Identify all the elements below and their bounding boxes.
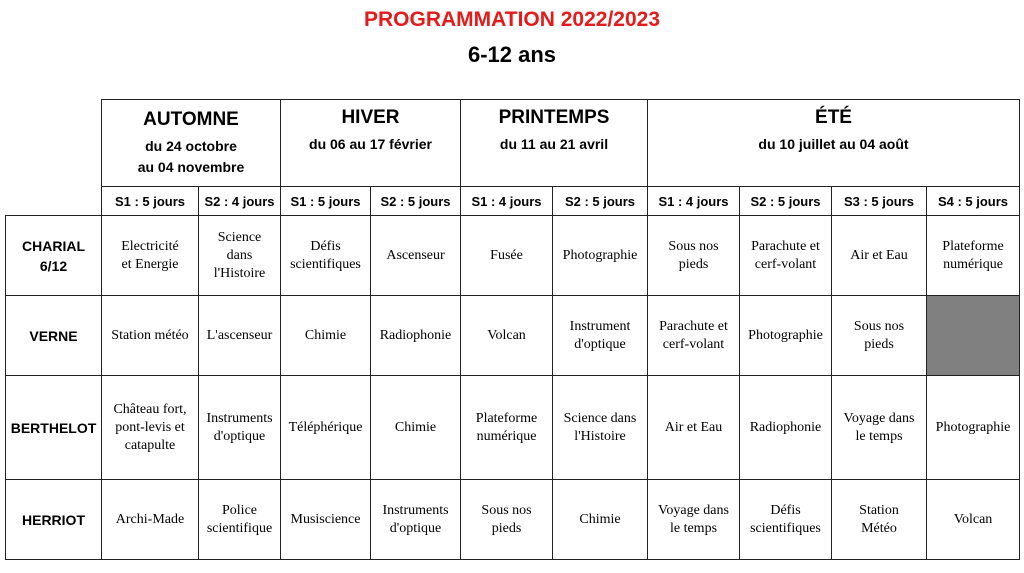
activity-cell: Chimie [281, 296, 371, 376]
session-header: S2 : 5 jours [553, 187, 648, 216]
season-header-summer [648, 100, 1020, 187]
activity-cell: Voyage dans le temps [832, 376, 927, 480]
activity-cell: Air et Eau [832, 216, 927, 296]
activity-cell: Fusée [461, 216, 553, 296]
school-name: CHARIAL 6/12 [6, 216, 102, 296]
session-header: S1 : 5 jours [102, 187, 199, 216]
activity-cell: Science dans l'Histoire [553, 376, 648, 480]
activity-cell: Volcan [461, 296, 553, 376]
season-name: PRINTEMPS [498, 107, 610, 128]
activity-cell: Station météo [102, 296, 199, 376]
activity-cell: Voyage dans le temps [648, 480, 740, 560]
activity-cell: Radiophonie [371, 296, 461, 376]
session-header: S1 : 5 jours [281, 187, 371, 216]
session-header: S3 : 5 jours [832, 187, 927, 216]
school-name: BERTHELOT [6, 376, 102, 480]
activity-cell: Radiophonie [740, 376, 832, 480]
activity-cell: Sous nos pieds [648, 216, 740, 296]
season-dates: du 24 octobre au 04 novembre [137, 138, 245, 175]
activity-cell: Station Météo [832, 480, 927, 560]
activity-cell: Château fort, pont-levis et catapulte [102, 376, 199, 480]
activity-cell: Chimie [371, 376, 461, 480]
season-header-winter [281, 100, 461, 187]
empty-cell [927, 296, 1020, 376]
season-header-row [6, 100, 1020, 187]
activity-cell: Défis scientifiques [281, 216, 371, 296]
program-table [5, 99, 1020, 560]
activity-cell: Ascenseur [371, 216, 461, 296]
season-header-spring [461, 100, 648, 187]
session-header: S1 : 4 jours [648, 187, 740, 216]
activity-cell: Parachute et cerf-volant [740, 216, 832, 296]
activity-cell: Plateforme numérique [461, 376, 553, 480]
season-dates: du 06 au 17 février [309, 136, 432, 152]
school-row-verne [6, 296, 1020, 376]
activity-cell: Photographie [927, 376, 1020, 480]
school-name: HERRIOT [6, 480, 102, 560]
session-header: S2 : 5 jours [740, 187, 832, 216]
season-header-autumn [102, 100, 281, 187]
activity-cell: Air et Eau [648, 376, 740, 480]
activity-cell: Téléphérique [281, 376, 371, 480]
activity-cell: Sous nos pieds [461, 480, 553, 560]
season-name: HIVER [341, 107, 400, 128]
season-dates: du 10 juillet au 04 août [758, 136, 909, 152]
activity-cell: Musiscience [281, 480, 371, 560]
page-title: PROGRAMMATION 2022/2023 [363, 8, 661, 31]
season-name: ÉTÉ [815, 107, 852, 128]
activity-cell: Volcan [927, 480, 1020, 560]
activity-cell: Archi-Made [102, 480, 199, 560]
activity-cell: Plateforme numérique [927, 216, 1020, 296]
season-dates: du 11 au 21 avril [499, 136, 609, 152]
activity-cell: Police scientifique [199, 480, 281, 560]
activity-cell: Instruments d'optique [199, 376, 281, 480]
corner-cell [6, 100, 102, 216]
activity-cell: L'ascenseur [199, 296, 281, 376]
page-subtitle: 6-12 ans [467, 42, 557, 67]
activity-cell: Chimie [553, 480, 648, 560]
activity-cell: Sous nos pieds [832, 296, 927, 376]
activity-cell: Instrument d'optique [553, 296, 648, 376]
activity-cell: Parachute et cerf-volant [648, 296, 740, 376]
activity-cell: Electricité et Energie [102, 216, 199, 296]
session-header-row [6, 187, 1020, 216]
school-row-charial [6, 216, 1020, 296]
activity-cell: Photographie [553, 216, 648, 296]
session-header: S2 : 5 jours [371, 187, 461, 216]
season-name: AUTOMNE [143, 109, 239, 130]
school-row-herriot [6, 480, 1020, 560]
school-row-berthelot [6, 376, 1020, 480]
session-header: S4 : 5 jours [927, 187, 1020, 216]
session-header: S2 : 4 jours [199, 187, 281, 216]
school-name: VERNE [6, 296, 102, 376]
activity-cell: Photographie [740, 296, 832, 376]
activity-cell: Science dans l'Histoire [199, 216, 281, 296]
session-header: S1 : 4 jours [461, 187, 553, 216]
activity-cell: Défis scientifiques [740, 480, 832, 560]
activity-cell: Instruments d'optique [371, 480, 461, 560]
